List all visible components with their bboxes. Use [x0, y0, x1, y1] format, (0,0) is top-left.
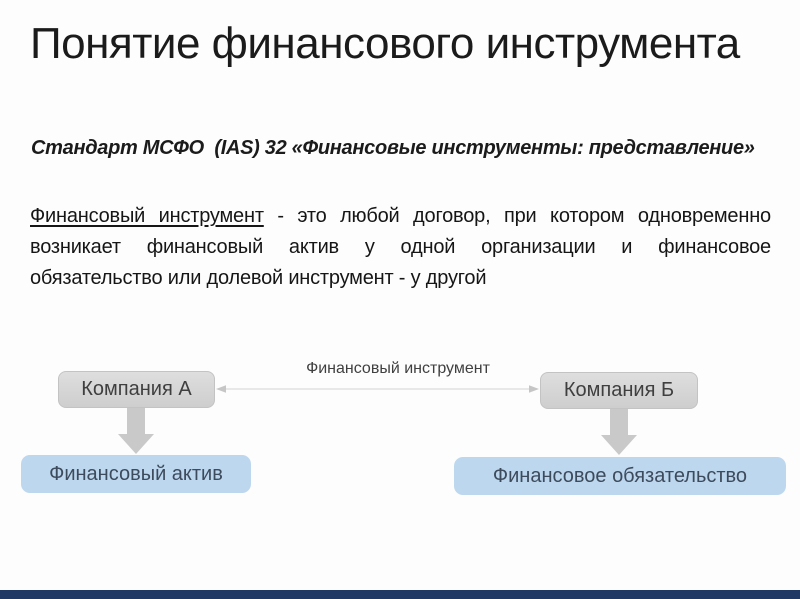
company-a-box: [58, 371, 215, 408]
financial-liability-box: [454, 457, 786, 495]
definition-term: Финансовый инструмент: [30, 205, 264, 227]
company-b-label: Компания Б: [563, 379, 675, 401]
bottom-accent-bar: [0, 590, 800, 599]
company-b-box: [540, 372, 698, 409]
definition-line-2: возникает финансовый актив у одной организации и финансовое: [30, 236, 771, 258]
financial-liability-label: Финансовое обязательство: [492, 464, 748, 487]
definition-line-1: [30, 201, 771, 232]
financial-asset-label: Финансовый актив: [49, 462, 223, 485]
financial-asset-box: [21, 455, 251, 493]
down-arrow-icon: [116, 408, 156, 455]
slide-title: Понятие финансового инструмента: [30, 19, 740, 68]
definition-line-1-rest: - это любой договор, при котором одновременно: [263, 205, 771, 227]
standard-reference: Стандарт МСФО (IAS) 32 «Финансовые инструменты: представление»: [31, 137, 755, 159]
company-a-label: Компания А: [81, 378, 192, 400]
connector-label: Финансовый инструмент: [306, 360, 490, 377]
double-arrow-connector-icon: [215, 383, 540, 395]
definition-line-3: обязательство или долевой инструмент - у другой: [30, 267, 487, 289]
definition-paragraph: [30, 201, 771, 294]
down-arrow-icon: [599, 409, 639, 456]
